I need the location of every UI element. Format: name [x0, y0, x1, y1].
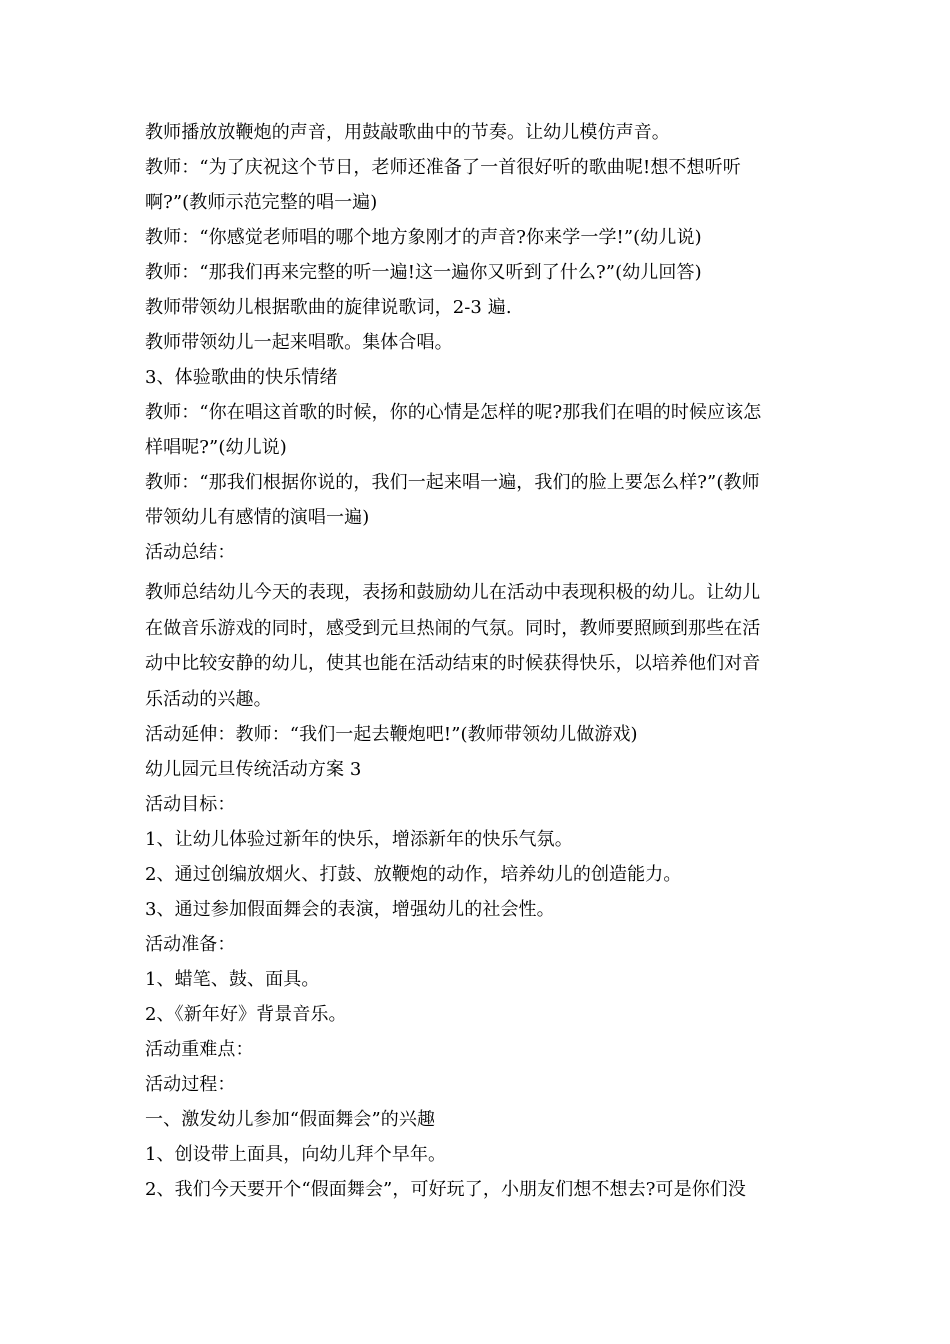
text-line: 乐活动的兴趣。 — [145, 688, 272, 710]
list-item: 1、蜡笔、鼓、面具。 — [145, 969, 320, 990]
summary-paragraph — [145, 575, 810, 717]
section-heading: 活动总结： — [145, 542, 236, 563]
text-line: 活动延伸：教师：“我们一起去鞭炮吧!”(教师带领幼儿做游戏) — [145, 724, 638, 745]
list-item: 3、通过参加假面舞会的表演，增强幼儿的社会性。 — [145, 899, 555, 920]
text-line: 教师总结幼儿今天的表现，表扬和鼓励幼儿在活动中表现积极的幼儿。让幼儿 — [145, 582, 761, 603]
text-line: 教师：“为了庆祝这个节日，老师还准备了一首很好听的歌曲呢!想不想听听 — [145, 157, 741, 178]
section-heading: 活动过程： — [145, 1074, 236, 1095]
text-line: 教师：“你感觉老师唱的哪个地方象刚才的声音?你来学一学!”(幼儿说) — [145, 227, 702, 248]
document-title: 幼儿园元旦传统活动方案 3 — [145, 759, 362, 780]
text-line: 教师：“你在唱这首歌的时候，你的心情是怎样的呢?那我们在唱的时候应该怎 — [145, 402, 762, 423]
list-item: 1、创设带上面具，向幼儿拜个早年。 — [145, 1144, 447, 1165]
text-line: 带领幼儿有感情的演唱一遍) — [145, 507, 370, 528]
text-line: 教师播放放鞭炮的声音，用鼓敲歌曲中的节奏。让幼儿模仿声音。 — [145, 122, 670, 143]
text-line: 教师：“那我们根据你说的，我们一起来唱一遍，我们的脸上要怎么样?”(教师 — [145, 472, 760, 493]
text-line: 在做音乐游戏的同时，感受到元旦热闹的气氛。同时，教师要照顾到那些在活 — [145, 617, 761, 639]
text-line: 动中比较安静的幼儿，使其也能在活动结束的时候获得快乐，以培养他们对音 — [145, 653, 761, 674]
text-line: 教师带领幼儿一起来唱歌。集体合唱。 — [145, 332, 453, 353]
list-item: 2、我们今天要开个“假面舞会”，可好玩了，小朋友们想不想去?可是你们没 — [145, 1179, 747, 1200]
section-heading: 一、激发幼儿参加“假面舞会”的兴趣 — [145, 1109, 436, 1130]
text-line: 样唱呢?”(幼儿说) — [145, 437, 287, 458]
list-item: 2、通过创编放烟火、打鼓、放鞭炮的动作，培养幼儿的创造能力。 — [145, 864, 682, 885]
text-line: 教师：“那我们再来完整的听一遍!这一遍你又听到了什么?”(幼儿回答) — [145, 262, 702, 283]
text-line: 教师带领幼儿根据歌曲的旋律说歌词，2-3 遍. — [145, 297, 512, 318]
document-body — [145, 120, 810, 1212]
section-heading: 活动重难点： — [145, 1039, 254, 1060]
list-item: 1、让幼儿体验过新年的快乐，增添新年的快乐气氛。 — [145, 829, 573, 850]
section-heading: 3、体验歌曲的快乐情绪 — [145, 367, 338, 388]
section-heading: 活动目标： — [145, 794, 236, 815]
text-line: 啊?”(教师示范完整的唱一遍) — [145, 192, 378, 213]
list-item: 2、《新年好》背景音乐。 — [145, 1004, 347, 1025]
section-heading: 活动准备： — [145, 934, 236, 955]
